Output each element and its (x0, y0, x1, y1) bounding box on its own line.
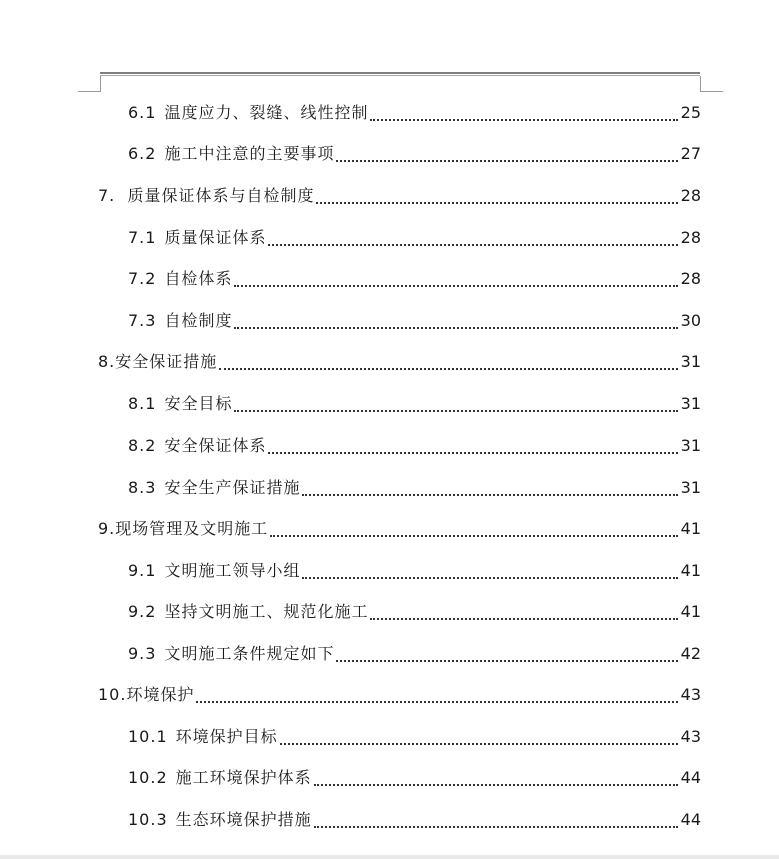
toc-entry-page: 25 (680, 103, 701, 122)
toc-entry-8-1[interactable] (128, 392, 701, 416)
toc-entry-10[interactable] (98, 683, 701, 707)
toc-entry-6-2[interactable] (128, 142, 701, 166)
toc-entry-9-3[interactable] (128, 642, 701, 666)
dot-leader (370, 617, 677, 620)
toc-entry-title: 文明施工条件规定如下 (164, 644, 335, 663)
toc-entry-number: 7. (98, 186, 128, 205)
toc-entry-page: 42 (680, 644, 701, 663)
page-bottom-edge (0, 855, 779, 859)
toc-entry-page: 27 (680, 144, 701, 163)
dot-leader (336, 659, 677, 662)
toc-entry-page: 43 (680, 685, 701, 704)
toc-entry-10-1[interactable] (128, 725, 701, 749)
dot-leader (234, 409, 677, 412)
crop-mark-left-vertical (100, 76, 101, 92)
toc-entry-number: 9.2 (128, 602, 157, 621)
dot-leader (234, 326, 677, 329)
toc-entry-title: 自检制度 (164, 311, 233, 330)
toc-entry-page: 28 (680, 186, 701, 205)
toc-entry-10-3[interactable] (128, 808, 701, 832)
toc-entry-page: 31 (680, 352, 701, 371)
toc-entry-page: 44 (680, 810, 701, 829)
toc-entry-number: 8.3 (128, 478, 157, 497)
toc-entry-9-2[interactable] (128, 600, 701, 624)
dot-leader (219, 367, 677, 370)
toc-entry-page: 30 (680, 311, 701, 330)
toc-entry-page: 31 (680, 394, 701, 413)
toc-entry-page: 41 (680, 519, 701, 538)
toc-entry-number: 7.2 (128, 269, 157, 288)
toc-entry-number: 9.3 (128, 644, 157, 663)
toc-entry-page: 28 (680, 228, 701, 247)
toc-entry-page: 44 (680, 768, 701, 787)
toc-entry-9-1[interactable] (128, 559, 701, 583)
toc-entry-title: 安全保证体系 (164, 436, 267, 455)
toc-entry-number: 7.3 (128, 311, 157, 330)
toc-entry-title: 现场管理及文明施工 (115, 519, 269, 538)
dot-leader (268, 451, 677, 454)
toc-entry-number: 10.2 (128, 768, 168, 787)
dot-leader (302, 493, 677, 496)
toc-entry-page: 43 (680, 727, 701, 746)
dot-leader (370, 118, 677, 121)
toc-entry-title: 施工环境保护体系 (175, 768, 312, 787)
dot-leader (270, 534, 677, 537)
toc-entry-number: 6.1 (128, 103, 157, 122)
toc-entry-title: 坚持文明施工、规范化施工 (164, 602, 369, 621)
header-rule-bottom (100, 75, 700, 76)
toc-entry-page: 41 (680, 602, 701, 621)
toc-entry-page: 28 (680, 269, 701, 288)
toc-entry-title: 自检体系 (164, 269, 233, 288)
toc-entry-title: 环境保护 (126, 685, 195, 704)
toc-entry-title: 生态环境保护措施 (175, 810, 312, 829)
toc-entry-7[interactable] (98, 184, 701, 208)
toc-entry-number: 10.3 (128, 810, 168, 829)
toc-entry-number: 8. (98, 352, 116, 371)
toc-entry-8[interactable] (98, 350, 701, 374)
toc-entry-page: 41 (680, 561, 701, 580)
toc-entry-number: 7.1 (128, 228, 157, 247)
crop-mark-right-horizontal (700, 91, 723, 92)
toc-entry-title: 安全生产保证措施 (164, 478, 301, 497)
toc-entry-page: 31 (680, 436, 701, 455)
toc-entry-number: 8.2 (128, 436, 157, 455)
dot-leader (280, 742, 678, 745)
toc-entry-title: 质量保证体系与自检制度 (127, 186, 315, 205)
header-rule-top (100, 72, 700, 74)
dot-leader (196, 700, 677, 703)
dot-leader (314, 825, 678, 828)
toc-entry-8-3[interactable] (128, 476, 701, 500)
dot-leader (234, 284, 677, 287)
toc-entry-number: 9.1 (128, 561, 157, 580)
dot-leader (316, 201, 677, 204)
toc-entry-number: 9. (98, 519, 116, 538)
toc-entry-8-2[interactable] (128, 434, 701, 458)
toc-entry-title: 文明施工领导小组 (164, 561, 301, 580)
toc-entry-number: 10. (98, 685, 127, 704)
crop-mark-right-vertical (700, 76, 701, 92)
toc-entry-number: 6.2 (128, 144, 157, 163)
toc-entry-7-2[interactable] (128, 267, 701, 291)
dot-leader (268, 243, 677, 246)
toc-entry-7-3[interactable] (128, 309, 701, 333)
toc-entry-title: 施工中注意的主要事项 (164, 144, 335, 163)
toc-entry-page: 31 (680, 478, 701, 497)
dot-leader (302, 576, 677, 579)
toc-entry-number: 8.1 (128, 394, 157, 413)
toc-entry-title: 质量保证体系 (164, 228, 267, 247)
toc-entry-9[interactable] (98, 517, 701, 541)
crop-mark-left-horizontal (78, 91, 101, 92)
toc-entry-title: 环境保护目标 (175, 727, 278, 746)
dot-leader (336, 159, 677, 162)
toc-entry-6-1[interactable] (128, 101, 701, 125)
toc-entry-title: 安全保证措施 (115, 352, 218, 371)
toc-entry-title: 安全目标 (164, 394, 233, 413)
toc-entry-10-2[interactable] (128, 766, 701, 790)
toc-entry-title: 温度应力、裂缝、线性控制 (164, 103, 369, 122)
toc-entry-7-1[interactable] (128, 226, 701, 250)
toc-entry-number: 10.1 (128, 727, 168, 746)
dot-leader (314, 783, 678, 786)
